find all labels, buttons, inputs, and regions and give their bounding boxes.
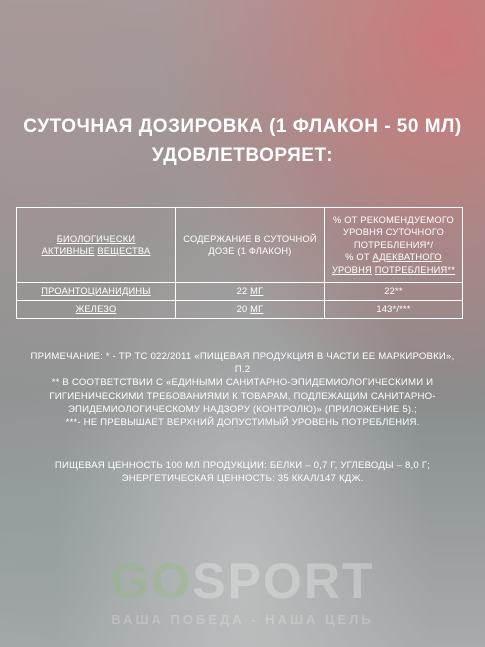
footnote-1: ПРИМЕЧАНИЕ: * - ТР ТС 022/2011 «ПИЩЕВАЯ ПРОДУКЦИЯ В ЧАСТИ ЕЕ МАРКИРОВКИ», П.2 [30,351,455,376]
table-row [17,301,463,319]
header-daily-content: СОДЕРЖАНИЕ В СУТОЧНОЙ ДОЗЕ (1 ФЛАКОН) [176,208,325,283]
header-bioactive-substances: БИОЛОГИЧЕСКИ АКТИВНЫЕ ВЕЩЕСТВА [17,208,176,283]
nutrient-table [16,207,463,319]
row-percent: 143*/*** [325,301,463,319]
row-percent: 22** [325,283,463,301]
dosage-subtitle: УДОВЛЕТВОРЯЕТ: [151,145,334,166]
dosage-title: СУТОЧНАЯ ДОЗИРОВКА (1 ФЛАКОН - 50 МЛ) [23,116,462,137]
nutrition-line-2: ЭНЕРГЕТИЧЕСКАЯ ЦЕННОСТЬ: 35 ККАЛ/147 КДЖ. [121,473,364,485]
nutrition-line-1: ПИЩЕВАЯ ЦЕННОСТЬ 100 МЛ ПРОДУКЦИИ: БЕЛКИ – 0,7 Г, УГЛЕВОДЫ – 8,0 Г; [54,460,431,471]
row-substance-name: ПРОАНТОЦИАНИДИНЫ [17,283,176,301]
footnote-3: ***- НЕ ПРЕВЫШАЕТ ВЕРХНИЙ ДОПУСТИМЫЙ УРОВЕНЬ ПОТРЕБЛЕНИЯ. [65,417,420,429]
footnote-2: ** В СООТВЕТСТВИИ С «ЕДИНЫМИ САНИТАРНО-ЭПИДЕМИОЛОГИЧЕСКИМИ И ГИГИЕНИЧЕСКИМИ ТРЕБОВАНИЯМИ К ТОВАРАМ, ПОДЛЕЖАЩИМ САНИТАРНО-ЭПИДЕМИОЛОГИЧЕСКОМУ НАДЗОРУ (КОНТРОЛЮ)» (ПРИЛОЖЕНИЕ 5).; [49,377,436,415]
watermark-tagline: ВАША ПОБЕДА - НАША ЦЕЛЬ [111,612,374,627]
gosport-watermark-logo: GOSPORT [110,553,375,609]
header-percent-recommended: % ОТ РЕКОМЕНДУЕМОГО УРОВНЯ СУТОЧНОГО ПОТРЕБЛЕНИЯ*/ % ОТ АДЕКВАТНОГО УРОВНЯ ПОТРЕБЛЕНИЯ** [325,208,463,283]
nutrition-facts [22,459,463,485]
table-row [17,283,463,301]
row-amount: 20 МГ [176,301,325,319]
row-amount: 22 МГ [176,283,325,301]
footnotes [22,350,463,429]
table-header-row [17,208,463,283]
row-substance-name: ЖЕЛЕЗО [17,301,176,319]
